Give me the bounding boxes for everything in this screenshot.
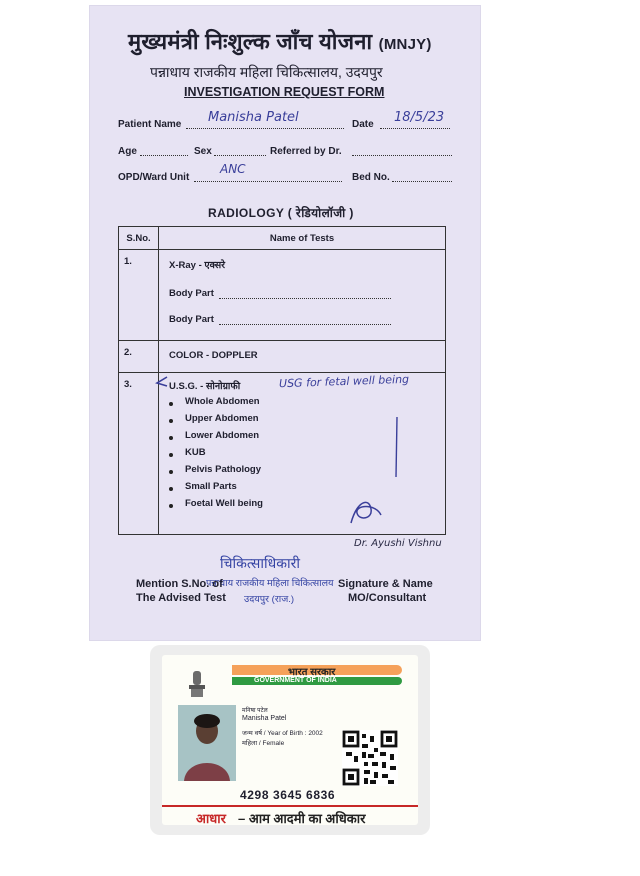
scheme-abbreviation: (MNJY) — [378, 36, 432, 53]
holder-gender: महिला / Female — [242, 740, 285, 747]
tests-table — [118, 226, 446, 535]
usg-subitem: Whole Abdomen — [185, 396, 260, 407]
bed-no-label: Bed No. — [352, 172, 390, 183]
referred-by-label: Referred by Dr. — [270, 146, 342, 157]
form-title: INVESTIGATION REQUEST FORM — [184, 85, 385, 99]
patient-name-label: Patient Name — [118, 119, 182, 130]
footer-signature-name: Signature & Name — [338, 578, 433, 590]
body-part-label: Body Part — [169, 288, 214, 299]
doctor-signature: Dr. Ayushi Vishnu — [354, 538, 442, 549]
stamp-title: चिकित्साधिकारी — [220, 555, 300, 571]
section-title: RADIOLOGY ( रेडियोलॉजी ) — [208, 206, 354, 220]
pen-stroke-icon — [393, 415, 401, 479]
holder-year-of-birth: जन्म वर्ष / Year of Birth : 2002 — [242, 730, 323, 737]
footer-mo-consultant: MO/Consultant — [348, 592, 427, 604]
table-row — [119, 373, 446, 535]
test-xray: X-Ray - एक्सरे — [169, 260, 226, 271]
id-card-photocopy — [150, 645, 430, 835]
footer-advised-test: The Advised Test — [136, 592, 226, 604]
usg-subitem: Foetal Well being — [185, 498, 263, 509]
handwritten-note: USG for fetal well being — [278, 372, 410, 391]
aadhaar-number: 4298 3645 6836 — [240, 788, 336, 802]
usg-subitem: Pelvis Pathology — [185, 464, 262, 475]
holder-name-hindi: मनिषा पटेल — [242, 708, 268, 714]
aadhaar-tagline: – आम आदमी का अधिकार — [238, 811, 366, 825]
row-sno: 3. — [119, 373, 159, 535]
table-row — [119, 250, 446, 341]
body-part-label: Body Part — [169, 314, 214, 325]
card-footer — [162, 805, 418, 825]
table-row — [119, 341, 446, 373]
row-sno: 2. — [119, 341, 159, 373]
test-usg: U.S.G. - सोनोग्राफी — [169, 381, 241, 392]
gov-english: GOVERNMENT OF INDIA — [254, 677, 337, 684]
opd-ward-label: OPD/Ward Unit — [118, 172, 190, 183]
col-name-header: Name of Tests — [159, 227, 446, 250]
stamp-city: उदयपुर (राज.) — [244, 594, 295, 605]
age-label: Age — [118, 146, 137, 157]
hospital-name: पन्नाधाय राजकीय महिला चिकित्सालय, उदयपुर — [150, 64, 383, 80]
qr-code-icon — [342, 730, 398, 786]
holder-name: Manisha Patel — [242, 715, 287, 722]
aadhaar-brand: आधार — [196, 811, 226, 825]
usg-subitem: KUB — [185, 447, 206, 458]
date-label: Date — [352, 119, 374, 130]
opd-ward-value: ANC — [220, 162, 246, 176]
stamp-hospital: पन्नाधाय राजकीय महिला चिकित्सालय — [206, 578, 334, 589]
holder-photo — [178, 705, 236, 781]
patient-name-value: Manisha Patel — [208, 110, 299, 125]
footer-mention-sno: Mention S.No. of — [136, 578, 223, 590]
aadhaar-card — [162, 655, 418, 825]
usg-subitem: Lower Abdomen — [185, 430, 260, 441]
gov-hindi: भारत सरकार — [288, 667, 336, 678]
national-emblem-icon — [184, 669, 210, 701]
row-sno: 1. — [119, 250, 159, 341]
col-sno-header: S.No. — [119, 227, 159, 250]
investigation-form — [90, 6, 480, 640]
usg-subitem: Upper Abdomen — [185, 413, 259, 424]
usg-subitem: Small Parts — [185, 481, 237, 492]
scheme-title: मुख्यमंत्री निःशुल्क जाँच योजना (MNJY) — [128, 29, 432, 54]
date-value: 18/5/23 — [394, 110, 445, 125]
signature-scribble-icon — [345, 495, 385, 529]
test-color-doppler: COLOR - DOPPLER — [169, 350, 258, 361]
sex-label: Sex — [194, 146, 212, 157]
